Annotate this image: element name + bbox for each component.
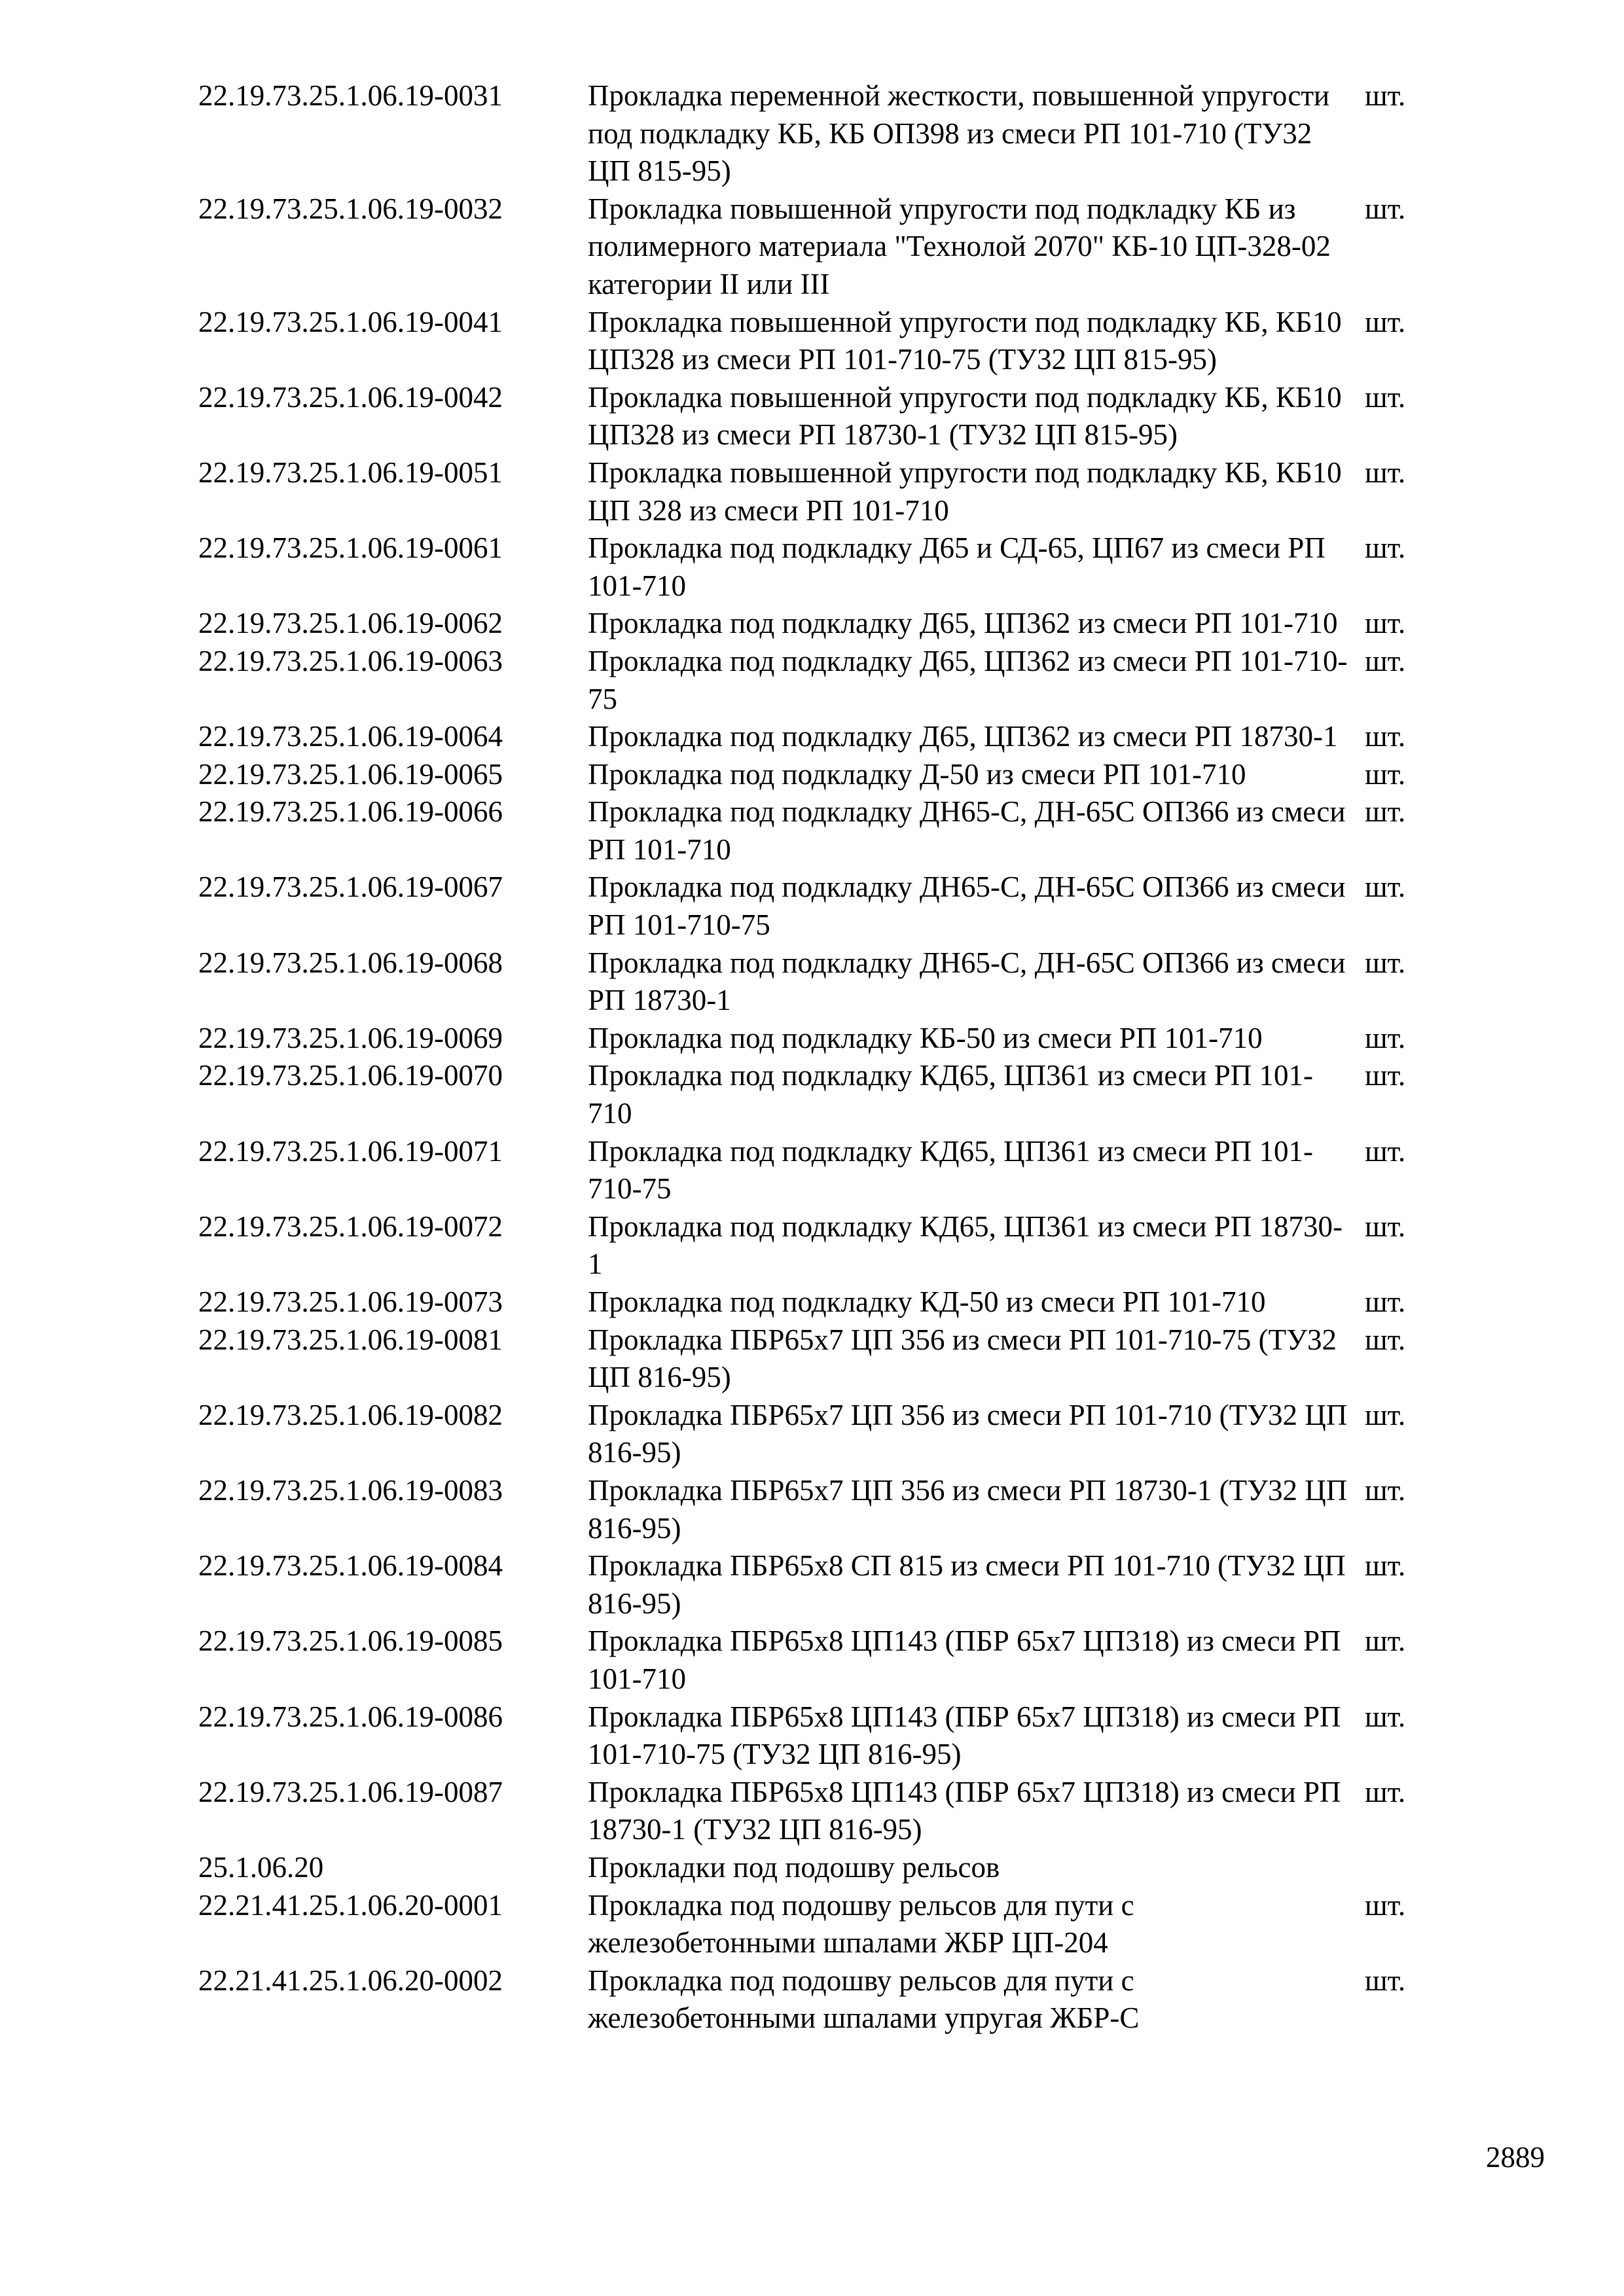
table-row: [198, 869, 1442, 944]
table-row: [198, 605, 1442, 643]
item-code: 22.19.73.25.1.06.19-0086: [198, 1700, 503, 1733]
table-row: [198, 1321, 1442, 1397]
item-name: Прокладка ПБР65х7 ЦП 356 из смеси РП 101-710-75 (ТУ32 ЦП 816-95): [588, 1323, 1337, 1394]
item-name: Прокладка под подкладку КД65, ЦП361 из смеси РП 101-710-75: [588, 1134, 1314, 1206]
item-unit: шт.: [1365, 1700, 1406, 1733]
table-row: [198, 1472, 1442, 1547]
item-unit: шт.: [1365, 1964, 1406, 1997]
item-code: 22.19.73.25.1.06.19-0063: [198, 644, 503, 677]
item-code: 22.19.73.25.1.06.19-0084: [198, 1549, 503, 1583]
page-number: 2889: [1486, 2141, 1545, 2174]
item-unit: шт.: [1365, 380, 1406, 414]
item-code: 22.19.73.25.1.06.19-0072: [198, 1210, 503, 1243]
table-row: [198, 190, 1442, 304]
item-name: Прокладка ПБР65х7 ЦП 356 из смеси РП 18730-1 (ТУ32 ЦП 816-95): [588, 1473, 1348, 1545]
item-unit: шт.: [1365, 79, 1406, 112]
item-unit: шт.: [1365, 1285, 1406, 1318]
table-row: [198, 529, 1442, 605]
section-heading-row: [198, 1849, 1442, 1887]
item-name: Прокладка повышенной упругости под подкладку КБ, КБ10 ЦП328 из смеси РП 18730-1 (ТУ32 ЦП 815-95): [588, 380, 1342, 452]
item-unit: шт.: [1365, 456, 1406, 489]
table-row: [198, 643, 1442, 718]
item-unit: шт.: [1365, 1134, 1406, 1168]
item-unit: шт.: [1365, 1888, 1406, 1922]
item-code: 22.19.73.25.1.06.19-0066: [198, 795, 503, 829]
item-name: Прокладка под подкладку Д65, ЦП362 из смеси РП 101-710-75: [588, 644, 1348, 715]
table-row: [198, 1962, 1442, 2037]
item-name: Прокладка под подкладку КД65, ЦП361 из смеси РП 101-710: [588, 1059, 1314, 1130]
item-code: 22.19.73.25.1.06.19-0082: [198, 1398, 503, 1431]
table-row: [198, 793, 1442, 869]
item-code: 22.19.73.25.1.06.19-0061: [198, 531, 503, 565]
item-code: 22.19.73.25.1.06.19-0073: [198, 1285, 503, 1318]
item-unit: шт.: [1365, 305, 1406, 338]
item-code: 22.19.73.25.1.06.19-0067: [198, 870, 503, 904]
item-name: Прокладка под подкладку ДН65-С, ДН-65С ОП366 из смеси РП 101-710-75: [588, 870, 1346, 942]
item-unit: шт.: [1365, 1021, 1406, 1054]
item-unit: шт.: [1365, 795, 1406, 829]
item-name: Прокладка повышенной упругости под подкладку КБ из полимерного материала "Технолой 2070" КБ-10 ЦП-328-02 категории II или III: [588, 192, 1331, 300]
table-row: [198, 1698, 1442, 1774]
item-code: 22.19.73.25.1.06.19-0031: [198, 79, 503, 112]
item-unit: шт.: [1365, 870, 1406, 904]
item-name: Прокладка ПБР65х8 ЦП143 (ПБР 65х7 ЦП318) из смеси РП 101-710: [588, 1624, 1341, 1695]
item-unit: шт.: [1365, 757, 1406, 791]
item-unit: шт.: [1365, 1473, 1406, 1507]
item-code: 22.19.73.25.1.06.19-0051: [198, 456, 503, 489]
item-code: 22.19.73.25.1.06.19-0087: [198, 1775, 503, 1808]
item-code: 22.19.73.25.1.06.19-0085: [198, 1624, 503, 1658]
item-name: Прокладка повышенной упругости под подкладку КБ, КБ10 ЦП328 из смеси РП 101-710-75 (ТУ32 ЦП 815-95): [588, 305, 1342, 376]
table-row: [198, 1057, 1442, 1132]
table-row: [198, 1397, 1442, 1472]
item-unit: шт.: [1365, 1549, 1406, 1583]
item-code: 22.19.73.25.1.06.19-0062: [198, 607, 503, 640]
item-code: 22.21.41.25.1.06.20-0001: [198, 1888, 503, 1922]
item-code: 22.19.73.25.1.06.19-0069: [198, 1021, 503, 1054]
item-code: 22.21.41.25.1.06.20-0002: [198, 1964, 503, 1997]
catalog-table: [198, 77, 1442, 2037]
item-unit: шт.: [1365, 720, 1406, 753]
section-code: 25.1.06.20: [198, 1850, 324, 1884]
item-name: Прокладка под подкладку КБ-50 из смеси РП 101-710: [588, 1021, 1263, 1054]
item-code: 22.19.73.25.1.06.19-0070: [198, 1059, 503, 1092]
item-unit: шт.: [1365, 192, 1406, 225]
item-unit: шт.: [1365, 531, 1406, 565]
item-name: Прокладка переменной жесткости, повышенной упругости под подкладку КБ, КБ ОП398 из смеси РП 101-710 (ТУ32 ЦП 815-95): [588, 79, 1330, 188]
table-row: [198, 1133, 1442, 1208]
item-name: Прокладка под подошву рельсов для пути с железобетонными шпалами упругая ЖБР-С: [588, 1964, 1140, 2035]
item-name: Прокладка под подкладку КД-50 из смеси РП 101-710: [588, 1285, 1266, 1318]
item-unit: шт.: [1365, 1775, 1406, 1808]
item-unit: шт.: [1365, 1398, 1406, 1431]
table-row: [198, 304, 1442, 379]
item-name: Прокладка ПБР65х8 ЦП143 (ПБР 65х7 ЦП318) из смеси РП 18730-1 (ТУ32 ЦП 816-95): [588, 1775, 1341, 1846]
table-row: [198, 1020, 1442, 1058]
item-name: Прокладка под подкладку Д65 и СД-65, ЦП67 из смеси РП 101-710: [588, 531, 1326, 602]
item-name: Прокладка повышенной упругости под подкладку КБ, КБ10 ЦП 328 из смеси РП 101-710: [588, 456, 1342, 527]
item-unit: шт.: [1365, 1210, 1406, 1243]
item-code: 22.19.73.25.1.06.19-0041: [198, 305, 503, 338]
item-name: Прокладка под подошву рельсов для пути с железобетонными шпалами ЖБР ЦП-204: [588, 1888, 1134, 1960]
table-row: [198, 454, 1442, 529]
item-code: 22.19.73.25.1.06.19-0032: [198, 192, 503, 225]
item-name: Прокладка ПБР65х7 ЦП 356 из смеси РП 101-710 (ТУ32 ЦП 816-95): [588, 1398, 1348, 1469]
item-unit: шт.: [1365, 607, 1406, 640]
item-code: 22.19.73.25.1.06.19-0064: [198, 720, 503, 753]
item-name: Прокладка под подкладку КД65, ЦП361 из смеси РП 18730-1: [588, 1210, 1343, 1281]
table-row: [198, 1283, 1442, 1321]
table-row: [198, 379, 1442, 454]
item-name: Прокладка ПБР65х8 СП 815 из смеси РП 101-710 (ТУ32 ЦП 816-95): [588, 1549, 1346, 1620]
table-row: [198, 944, 1442, 1020]
table-row: [198, 1887, 1442, 1962]
item-name: Прокладка под подкладку ДН65-С, ДН-65С ОП366 из смеси РП 101-710: [588, 795, 1346, 866]
item-unit: шт.: [1365, 1323, 1406, 1356]
table-row: [198, 718, 1442, 756]
table-row: [198, 1547, 1442, 1623]
item-name: Прокладка под подкладку Д-50 из смеси РП 101-710: [588, 757, 1246, 791]
item-code: 22.19.73.25.1.06.19-0068: [198, 946, 503, 979]
item-code: 22.19.73.25.1.06.19-0042: [198, 380, 503, 414]
item-unit: шт.: [1365, 644, 1406, 677]
table-row: [198, 77, 1442, 190]
item-unit: шт.: [1365, 1059, 1406, 1092]
item-unit: шт.: [1365, 946, 1406, 979]
table-row: [198, 1623, 1442, 1698]
item-name: Прокладка под подкладку Д65, ЦП362 из смеси РП 18730-1: [588, 720, 1338, 753]
table-row: [198, 1208, 1442, 1283]
item-name: Прокладка под подкладку Д65, ЦП362 из смеси РП 101-710: [588, 607, 1338, 640]
item-code: 22.19.73.25.1.06.19-0071: [198, 1134, 503, 1168]
item-code: 22.19.73.25.1.06.19-0081: [198, 1323, 503, 1356]
item-unit: шт.: [1365, 1624, 1406, 1658]
table-row: [198, 756, 1442, 794]
item-name: Прокладка под подкладку ДН65-С, ДН-65С ОП366 из смеси РП 18730-1: [588, 946, 1346, 1017]
section-title: Прокладки под подошву рельсов: [588, 1850, 1000, 1884]
item-code: 22.19.73.25.1.06.19-0083: [198, 1473, 503, 1507]
item-code: 22.19.73.25.1.06.19-0065: [198, 757, 503, 791]
item-name: Прокладка ПБР65х8 ЦП143 (ПБР 65х7 ЦП318) из смеси РП 101-710-75 (ТУ32 ЦП 816-95): [588, 1700, 1341, 1771]
table-row: [198, 1774, 1442, 1849]
